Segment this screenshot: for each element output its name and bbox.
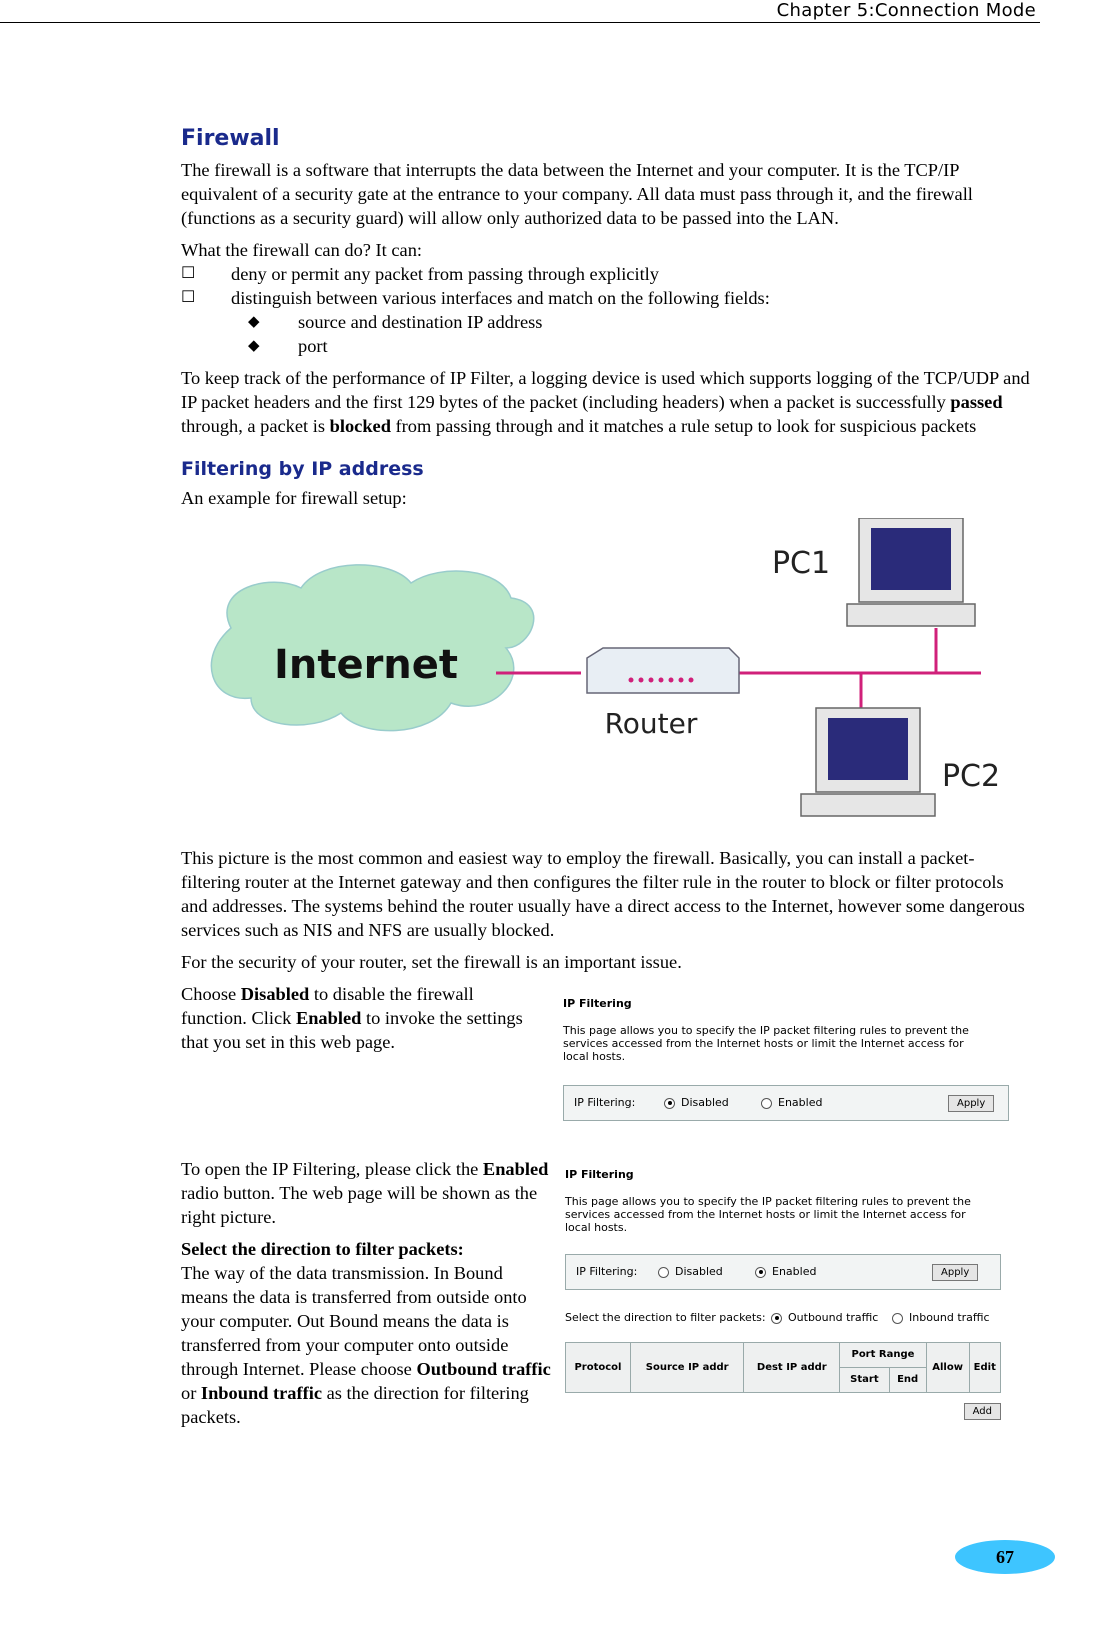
col-edit: Edit bbox=[969, 1343, 1000, 1393]
shot2-add-row bbox=[565, 1399, 1001, 1423]
col-protocol: Protocol bbox=[566, 1343, 631, 1393]
shot2-inbound-label: Inbound traffic bbox=[909, 1311, 990, 1324]
logging-paragraph bbox=[181, 366, 1031, 438]
shot2-direction-label: Select the direction to filter packets: bbox=[565, 1311, 766, 1324]
shot2-disabled-label: Disabled bbox=[675, 1265, 723, 1278]
open-paragraph bbox=[181, 1157, 553, 1229]
shot1-enabled-label: Enabled bbox=[778, 1096, 823, 1109]
firewall-intro: The firewall is a software that interrupts the data between the Internet and your computer. It is the TCP/IP equivalent of a security gate at the entrance to your company. All data must pass through it, and the firewall (functions as a security guard) will allow only authorized data to be passed into the LAN. bbox=[181, 160, 973, 228]
shot2-add-button[interactable]: Add bbox=[964, 1403, 1001, 1420]
network-diagram bbox=[191, 518, 1011, 834]
disabled-term: Disabled bbox=[240, 984, 310, 1004]
diamond-bullet-icon: ◆ bbox=[248, 338, 260, 354]
router-label: Router bbox=[604, 707, 698, 740]
shot1-description: This page allows you to specify the IP packet filtering rules to prevent the services accessed from the Internet hosts or limit the Internet access for local hosts. bbox=[563, 1024, 969, 1063]
direction-text: as the direction for filtering packets. bbox=[181, 1383, 529, 1427]
logging-text: through, a packet is bbox=[181, 416, 330, 436]
shot2-outbound-label: Outbound traffic bbox=[788, 1311, 879, 1324]
shot1-enabled-radio[interactable] bbox=[761, 1098, 772, 1109]
firewall-can-do: What the firewall can do? It can: bbox=[181, 240, 422, 260]
col-dest-ip: Dest IP addr bbox=[744, 1343, 840, 1393]
bullet-item bbox=[181, 262, 1031, 286]
open-text: To open the IP Filtering, please click the bbox=[181, 1159, 483, 1179]
pc2-label: PC2 bbox=[941, 759, 1001, 794]
direction-title: Select the direction to filter packets: bbox=[181, 1239, 464, 1259]
sub-bullet-text: source and destination IP address bbox=[298, 312, 543, 332]
filtering-heading: Filtering by IP address bbox=[181, 458, 424, 480]
bullet-text: distinguish between various interfaces and match on the following fields: bbox=[231, 288, 770, 308]
shot2-filter-label: IP Filtering: bbox=[576, 1265, 638, 1278]
shot1-filter-panel bbox=[563, 1085, 1009, 1121]
bullet-text: deny or permit any packet from passing through explicitly bbox=[231, 264, 659, 284]
shot2-filter-panel bbox=[565, 1254, 1001, 1290]
choose-text: to disable the firewall function. Click bbox=[181, 984, 474, 1028]
shot2-direction-row bbox=[565, 1306, 1001, 1330]
enable-text-column bbox=[181, 1157, 553, 1437]
col-port-end: End bbox=[889, 1368, 926, 1393]
pc1-label: PC1 bbox=[771, 546, 831, 581]
enabled-term: Enabled bbox=[295, 1008, 362, 1028]
choose-text: Choose bbox=[181, 984, 241, 1004]
col-port-start: Start bbox=[840, 1368, 889, 1393]
sub-bullet-text: port bbox=[298, 336, 328, 356]
shot1-apply-button[interactable]: Apply bbox=[948, 1095, 994, 1112]
shot2-rules-table bbox=[565, 1342, 1001, 1393]
pc1-icon bbox=[847, 518, 975, 626]
col-allow: Allow bbox=[926, 1343, 969, 1393]
shot2-description: This page allows you to specify the IP packet filtering rules to prevent the services accessed from the Internet hosts or limit the Internet access for local hosts. bbox=[565, 1195, 971, 1234]
passed-term: passed bbox=[950, 392, 1003, 412]
security-paragraph: For the security of your router, set the firewall is an important issue. bbox=[181, 952, 682, 972]
square-bullet-icon: ☐ bbox=[181, 265, 196, 282]
enable-section bbox=[181, 1157, 1031, 1437]
square-bullet-icon: ☐ bbox=[181, 289, 196, 306]
open-text: radio button. The web page will be shown as the right picture. bbox=[181, 1183, 538, 1227]
blocked-term: blocked bbox=[329, 416, 391, 436]
explain-paragraph: This picture is the most common and easiest way to employ the firewall. Basically, you can install a packet-filtering router at the Internet gateway and then configures the filter rule in the router to block or filter protocols and addresses. The systems behind the router usually have a direct access to the Internet, however some dangerous services such as NIS and NFS are usually blocked. bbox=[181, 848, 1025, 940]
shot2-disabled-radio[interactable] bbox=[658, 1267, 669, 1278]
shot2-title: IP Filtering bbox=[565, 1168, 634, 1181]
page-header bbox=[0, 0, 1040, 23]
choose-paragraph bbox=[181, 982, 531, 1054]
direction-paragraph bbox=[181, 1237, 553, 1429]
outbound-term: Outbound traffic bbox=[416, 1359, 551, 1379]
example-caption: An example for firewall setup: bbox=[181, 488, 407, 508]
shot2-enabled-radio[interactable] bbox=[755, 1267, 766, 1278]
bullet-item bbox=[181, 286, 1031, 310]
direction-text: or bbox=[181, 1383, 201, 1403]
page-content bbox=[181, 124, 1031, 1437]
diamond-bullet-icon: ◆ bbox=[248, 314, 260, 330]
internet-label: Internet bbox=[273, 642, 459, 688]
shot1-filter-label: IP Filtering: bbox=[574, 1096, 636, 1109]
pc2-icon bbox=[801, 708, 935, 816]
direction-text: The way of the data transmission. In Bound means the data is transferred from outside onto your computer. Out Bound means the data is transferred from your computer onto outside through Internet. Please choose bbox=[181, 1263, 527, 1379]
logging-text: from passing through and it matches a rule setup to look for suspicious packets bbox=[390, 416, 977, 436]
router-device bbox=[587, 648, 739, 693]
sub-bullet-item bbox=[181, 334, 1031, 358]
page-number: 67 bbox=[955, 1540, 1055, 1574]
shot2-apply-button[interactable]: Apply bbox=[932, 1264, 978, 1281]
shot1-disabled-radio[interactable] bbox=[664, 1098, 675, 1109]
col-port-range: Port Range bbox=[840, 1343, 926, 1368]
disable-section bbox=[181, 982, 1031, 1121]
shot2-outbound-radio[interactable] bbox=[771, 1313, 782, 1324]
sub-bullet-item bbox=[181, 310, 1031, 334]
inbound-term: Inbound traffic bbox=[200, 1383, 323, 1403]
shot1-title: IP Filtering bbox=[563, 997, 632, 1010]
firewall-heading: Firewall bbox=[181, 126, 280, 151]
choose-text: to invoke the settings that you set in this web page. bbox=[181, 1008, 523, 1052]
enabled-term: Enabled bbox=[482, 1159, 549, 1179]
shot2-inbound-radio[interactable] bbox=[892, 1313, 903, 1324]
shot2-enabled-label: Enabled bbox=[772, 1265, 817, 1278]
chapter-title: Chapter 5:Connection Mode bbox=[776, 0, 1036, 21]
ip-filtering-screenshot-1 bbox=[563, 992, 1009, 1121]
shot1-disabled-label: Disabled bbox=[681, 1096, 729, 1109]
logging-text: To keep track of the performance of IP Filter, a logging device is used which supports logging of the TCP/UDP and IP packet headers and the first 129 bytes of the packet (including headers) when a packet is successfully bbox=[181, 368, 1030, 412]
ip-filtering-screenshot-2 bbox=[565, 1163, 1001, 1423]
col-source-ip: Source IP addr bbox=[630, 1343, 743, 1393]
disable-text-column bbox=[181, 982, 531, 1062]
